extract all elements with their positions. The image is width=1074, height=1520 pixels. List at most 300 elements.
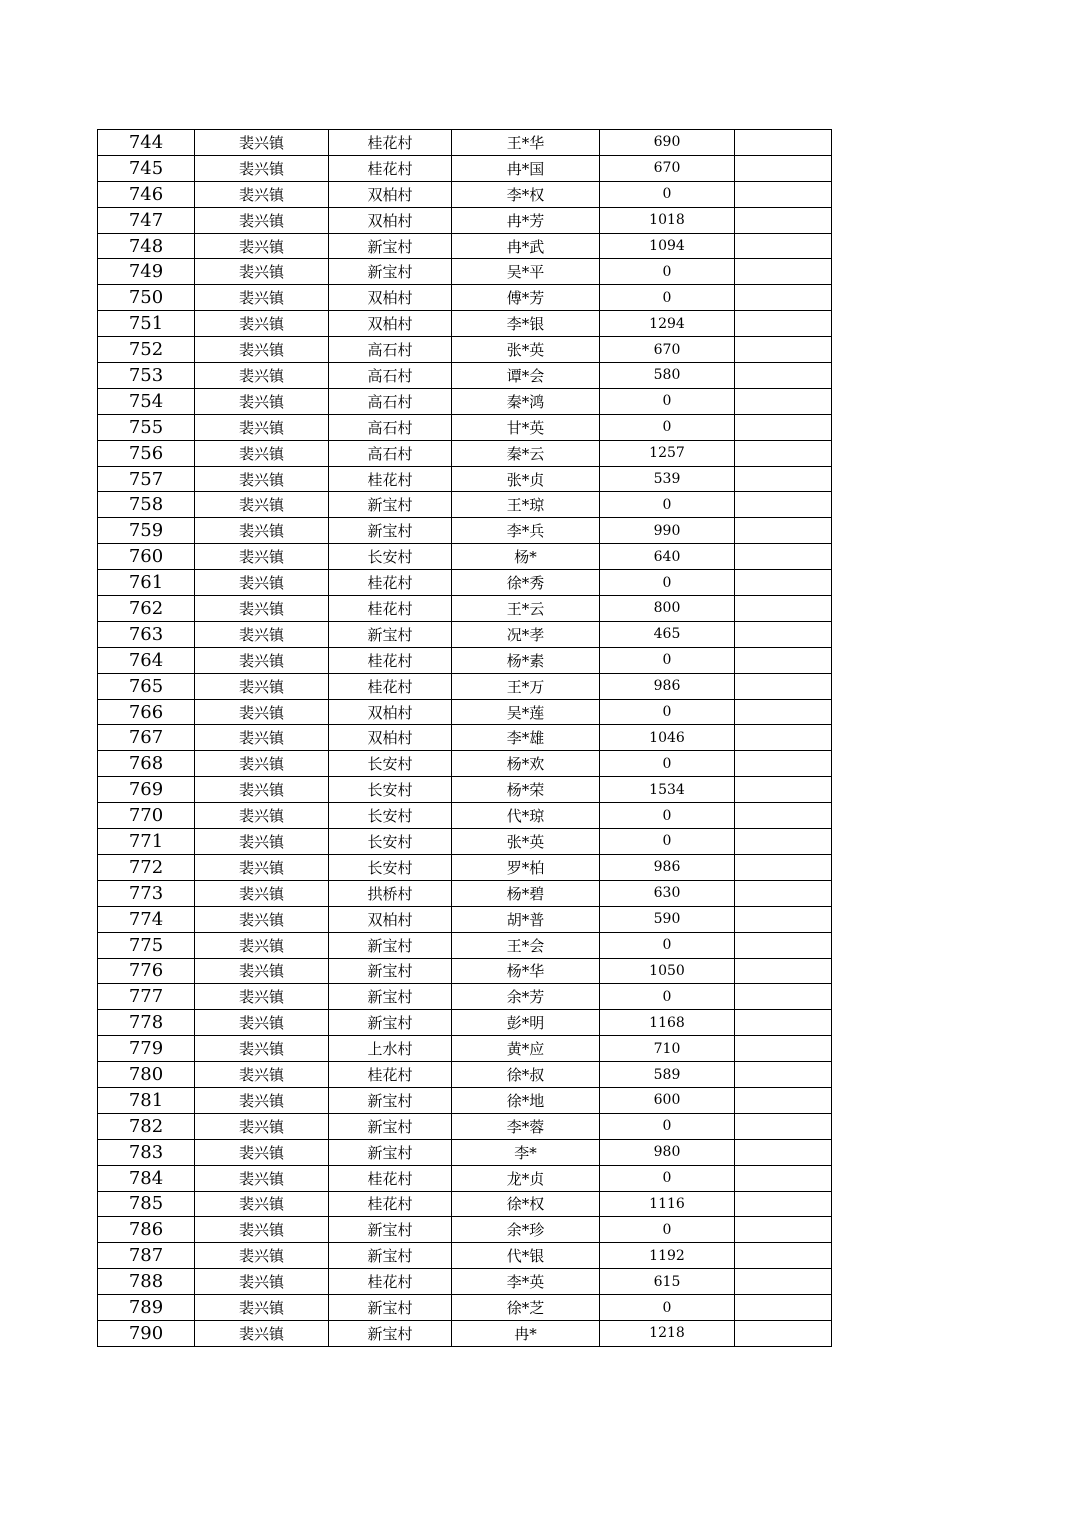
amount-cell: 1192	[600, 1243, 735, 1269]
name-cell: 甘*英	[452, 414, 600, 440]
amount-cell: 1116	[600, 1191, 735, 1217]
note-cell	[735, 130, 832, 156]
town-cell: 裴兴镇	[195, 803, 329, 829]
table-row	[98, 1165, 832, 1191]
village-cell: 高石村	[329, 414, 452, 440]
row-index-cell: 762	[98, 596, 195, 622]
name-cell: 王*琼	[452, 492, 600, 518]
amount-cell: 1534	[600, 777, 735, 803]
table-row	[98, 1320, 832, 1346]
table-row	[98, 1036, 832, 1062]
village-cell: 高石村	[329, 337, 452, 363]
name-cell: 傅*芳	[452, 285, 600, 311]
amount-cell: 640	[600, 544, 735, 570]
town-cell: 裴兴镇	[195, 596, 329, 622]
table-row	[98, 751, 832, 777]
row-index-cell: 776	[98, 958, 195, 984]
name-cell: 冉*	[452, 1320, 600, 1346]
note-cell	[735, 880, 832, 906]
town-cell: 裴兴镇	[195, 518, 329, 544]
name-cell: 彭*明	[452, 1010, 600, 1036]
name-cell: 吴*莲	[452, 699, 600, 725]
note-cell	[735, 725, 832, 751]
amount-cell: 1294	[600, 311, 735, 337]
row-index-cell: 754	[98, 388, 195, 414]
town-cell: 裴兴镇	[195, 207, 329, 233]
name-cell: 张*英	[452, 337, 600, 363]
row-index-cell: 747	[98, 207, 195, 233]
table-row	[98, 363, 832, 389]
amount-cell: 589	[600, 1062, 735, 1088]
note-cell	[735, 751, 832, 777]
note-cell	[735, 466, 832, 492]
note-cell	[735, 1139, 832, 1165]
name-cell: 龙*贞	[452, 1165, 600, 1191]
name-cell: 杨*素	[452, 647, 600, 673]
table-row	[98, 259, 832, 285]
town-cell: 裴兴镇	[195, 570, 329, 596]
table-row	[98, 1269, 832, 1295]
town-cell: 裴兴镇	[195, 1295, 329, 1321]
village-cell: 双柏村	[329, 699, 452, 725]
note-cell	[735, 181, 832, 207]
village-cell: 新宝村	[329, 1295, 452, 1321]
amount-cell: 690	[600, 130, 735, 156]
row-index-cell: 758	[98, 492, 195, 518]
row-index-cell: 780	[98, 1062, 195, 1088]
table-row	[98, 130, 832, 156]
village-cell: 新宝村	[329, 518, 452, 544]
note-cell	[735, 1269, 832, 1295]
village-cell: 桂花村	[329, 596, 452, 622]
note-cell	[735, 492, 832, 518]
village-cell: 新宝村	[329, 1010, 452, 1036]
amount-cell: 580	[600, 363, 735, 389]
row-index-cell: 767	[98, 725, 195, 751]
name-cell: 杨*碧	[452, 880, 600, 906]
amount-cell: 0	[600, 388, 735, 414]
row-index-cell: 746	[98, 181, 195, 207]
village-cell: 长安村	[329, 544, 452, 570]
name-cell: 王*云	[452, 596, 600, 622]
note-cell	[735, 440, 832, 466]
row-index-cell: 772	[98, 854, 195, 880]
table-row	[98, 854, 832, 880]
town-cell: 裴兴镇	[195, 1113, 329, 1139]
row-index-cell: 773	[98, 880, 195, 906]
row-index-cell: 756	[98, 440, 195, 466]
table-row	[98, 984, 832, 1010]
village-cell: 桂花村	[329, 466, 452, 492]
name-cell: 况*孝	[452, 621, 600, 647]
table-row	[98, 207, 832, 233]
town-cell: 裴兴镇	[195, 492, 329, 518]
village-cell: 高石村	[329, 440, 452, 466]
amount-cell: 1218	[600, 1320, 735, 1346]
table-row	[98, 932, 832, 958]
row-index-cell: 788	[98, 1269, 195, 1295]
amount-cell: 1168	[600, 1010, 735, 1036]
note-cell	[735, 596, 832, 622]
village-cell: 新宝村	[329, 958, 452, 984]
note-cell	[735, 518, 832, 544]
note-cell	[735, 777, 832, 803]
table-row	[98, 1062, 832, 1088]
town-cell: 裴兴镇	[195, 1165, 329, 1191]
name-cell: 张*英	[452, 829, 600, 855]
town-cell: 裴兴镇	[195, 854, 329, 880]
town-cell: 裴兴镇	[195, 1139, 329, 1165]
table-row	[98, 958, 832, 984]
town-cell: 裴兴镇	[195, 932, 329, 958]
row-index-cell: 744	[98, 130, 195, 156]
table-row	[98, 544, 832, 570]
village-cell: 桂花村	[329, 673, 452, 699]
village-cell: 长安村	[329, 777, 452, 803]
town-cell: 裴兴镇	[195, 751, 329, 777]
village-cell: 桂花村	[329, 647, 452, 673]
note-cell	[735, 207, 832, 233]
table-row	[98, 906, 832, 932]
village-cell: 长安村	[329, 854, 452, 880]
row-index-cell: 779	[98, 1036, 195, 1062]
note-cell	[735, 259, 832, 285]
name-cell: 秦*鸿	[452, 388, 600, 414]
row-index-cell: 778	[98, 1010, 195, 1036]
town-cell: 裴兴镇	[195, 1243, 329, 1269]
name-cell: 李*权	[452, 181, 600, 207]
row-index-cell: 745	[98, 155, 195, 181]
row-index-cell: 785	[98, 1191, 195, 1217]
row-index-cell: 789	[98, 1295, 195, 1321]
amount-cell: 0	[600, 492, 735, 518]
name-cell: 李*蓉	[452, 1113, 600, 1139]
town-cell: 裴兴镇	[195, 337, 329, 363]
table-row	[98, 699, 832, 725]
amount-cell: 990	[600, 518, 735, 544]
village-cell: 新宝村	[329, 259, 452, 285]
table-row	[98, 388, 832, 414]
amount-cell: 0	[600, 1295, 735, 1321]
name-cell: 李*银	[452, 311, 600, 337]
amount-cell: 0	[600, 570, 735, 596]
name-cell: 代*银	[452, 1243, 600, 1269]
data-table	[97, 129, 832, 1347]
row-index-cell: 787	[98, 1243, 195, 1269]
amount-cell: 0	[600, 414, 735, 440]
amount-cell: 1257	[600, 440, 735, 466]
town-cell: 裴兴镇	[195, 414, 329, 440]
name-cell: 杨*	[452, 544, 600, 570]
town-cell: 裴兴镇	[195, 984, 329, 1010]
town-cell: 裴兴镇	[195, 388, 329, 414]
name-cell: 杨*华	[452, 958, 600, 984]
village-cell: 新宝村	[329, 621, 452, 647]
amount-cell: 980	[600, 1139, 735, 1165]
name-cell: 余*芳	[452, 984, 600, 1010]
note-cell	[735, 1087, 832, 1113]
amount-cell: 590	[600, 906, 735, 932]
amount-cell: 986	[600, 673, 735, 699]
table-row	[98, 337, 832, 363]
village-cell: 上水村	[329, 1036, 452, 1062]
table-row	[98, 725, 832, 751]
table-row	[98, 1295, 832, 1321]
name-cell: 秦*云	[452, 440, 600, 466]
note-cell	[735, 1243, 832, 1269]
row-index-cell: 768	[98, 751, 195, 777]
table-row	[98, 1243, 832, 1269]
amount-cell: 615	[600, 1269, 735, 1295]
town-cell: 裴兴镇	[195, 233, 329, 259]
amount-cell: 0	[600, 647, 735, 673]
village-cell: 新宝村	[329, 492, 452, 518]
row-index-cell: 766	[98, 699, 195, 725]
note-cell	[735, 829, 832, 855]
row-index-cell: 790	[98, 1320, 195, 1346]
note-cell	[735, 1191, 832, 1217]
village-cell: 桂花村	[329, 1062, 452, 1088]
name-cell: 余*珍	[452, 1217, 600, 1243]
amount-cell: 1094	[600, 233, 735, 259]
table-row	[98, 673, 832, 699]
name-cell: 徐*地	[452, 1087, 600, 1113]
amount-cell: 800	[600, 596, 735, 622]
table-row	[98, 285, 832, 311]
village-cell: 桂花村	[329, 1165, 452, 1191]
amount-cell: 1050	[600, 958, 735, 984]
village-cell: 桂花村	[329, 1269, 452, 1295]
amount-cell: 0	[600, 984, 735, 1010]
town-cell: 裴兴镇	[195, 699, 329, 725]
name-cell: 谭*会	[452, 363, 600, 389]
row-index-cell: 764	[98, 647, 195, 673]
amount-cell: 0	[600, 751, 735, 777]
village-cell: 新宝村	[329, 1113, 452, 1139]
town-cell: 裴兴镇	[195, 777, 329, 803]
village-cell: 长安村	[329, 751, 452, 777]
town-cell: 裴兴镇	[195, 621, 329, 647]
name-cell: 李*英	[452, 1269, 600, 1295]
amount-cell: 986	[600, 854, 735, 880]
row-index-cell: 760	[98, 544, 195, 570]
name-cell: 胡*普	[452, 906, 600, 932]
row-index-cell: 755	[98, 414, 195, 440]
name-cell: 张*贞	[452, 466, 600, 492]
table-row	[98, 829, 832, 855]
village-cell: 新宝村	[329, 233, 452, 259]
amount-cell: 1046	[600, 725, 735, 751]
town-cell: 裴兴镇	[195, 1217, 329, 1243]
village-cell: 新宝村	[329, 984, 452, 1010]
note-cell	[735, 311, 832, 337]
note-cell	[735, 1062, 832, 1088]
note-cell	[735, 1113, 832, 1139]
table-row	[98, 1217, 832, 1243]
amount-cell: 465	[600, 621, 735, 647]
note-cell	[735, 647, 832, 673]
town-cell: 裴兴镇	[195, 673, 329, 699]
village-cell: 长安村	[329, 829, 452, 855]
row-index-cell: 775	[98, 932, 195, 958]
village-cell: 长安村	[329, 803, 452, 829]
amount-cell: 0	[600, 829, 735, 855]
table-row	[98, 518, 832, 544]
amount-cell: 0	[600, 285, 735, 311]
amount-cell: 539	[600, 466, 735, 492]
note-cell	[735, 1320, 832, 1346]
village-cell: 双柏村	[329, 906, 452, 932]
village-cell: 新宝村	[329, 1139, 452, 1165]
town-cell: 裴兴镇	[195, 1062, 329, 1088]
town-cell: 裴兴镇	[195, 544, 329, 570]
row-index-cell: 763	[98, 621, 195, 647]
amount-cell: 0	[600, 803, 735, 829]
amount-cell: 670	[600, 337, 735, 363]
village-cell: 新宝村	[329, 1087, 452, 1113]
name-cell: 冉*武	[452, 233, 600, 259]
row-index-cell: 771	[98, 829, 195, 855]
note-cell	[735, 1295, 832, 1321]
note-cell	[735, 621, 832, 647]
town-cell: 裴兴镇	[195, 725, 329, 751]
town-cell: 裴兴镇	[195, 1036, 329, 1062]
village-cell: 桂花村	[329, 1191, 452, 1217]
name-cell: 杨*荣	[452, 777, 600, 803]
table-row	[98, 233, 832, 259]
table-row	[98, 1087, 832, 1113]
name-cell: 冉*国	[452, 155, 600, 181]
town-cell: 裴兴镇	[195, 181, 329, 207]
table-row	[98, 414, 832, 440]
town-cell: 裴兴镇	[195, 829, 329, 855]
name-cell: 王*华	[452, 130, 600, 156]
village-cell: 新宝村	[329, 1320, 452, 1346]
village-cell: 新宝村	[329, 1217, 452, 1243]
village-cell: 桂花村	[329, 130, 452, 156]
note-cell	[735, 673, 832, 699]
table-row	[98, 647, 832, 673]
table-row	[98, 155, 832, 181]
row-index-cell: 769	[98, 777, 195, 803]
name-cell: 代*琼	[452, 803, 600, 829]
note-cell	[735, 1165, 832, 1191]
name-cell: 徐*芝	[452, 1295, 600, 1321]
row-index-cell: 759	[98, 518, 195, 544]
amount-cell: 1018	[600, 207, 735, 233]
amount-cell: 0	[600, 932, 735, 958]
row-index-cell: 753	[98, 363, 195, 389]
row-index-cell: 781	[98, 1087, 195, 1113]
amount-cell: 0	[600, 1113, 735, 1139]
note-cell	[735, 958, 832, 984]
name-cell: 杨*欢	[452, 751, 600, 777]
note-cell	[735, 414, 832, 440]
note-cell	[735, 1217, 832, 1243]
name-cell: 徐*叔	[452, 1062, 600, 1088]
table-row	[98, 570, 832, 596]
name-cell: 王*会	[452, 932, 600, 958]
town-cell: 裴兴镇	[195, 130, 329, 156]
note-cell	[735, 155, 832, 181]
note-cell	[735, 1010, 832, 1036]
town-cell: 裴兴镇	[195, 440, 329, 466]
village-cell: 高石村	[329, 388, 452, 414]
amount-cell: 0	[600, 699, 735, 725]
row-index-cell: 783	[98, 1139, 195, 1165]
row-index-cell: 761	[98, 570, 195, 596]
amount-cell: 0	[600, 1217, 735, 1243]
town-cell: 裴兴镇	[195, 466, 329, 492]
table-body	[98, 130, 832, 1347]
row-index-cell: 784	[98, 1165, 195, 1191]
row-index-cell: 786	[98, 1217, 195, 1243]
table-row	[98, 1191, 832, 1217]
note-cell	[735, 699, 832, 725]
amount-cell: 710	[600, 1036, 735, 1062]
town-cell: 裴兴镇	[195, 1010, 329, 1036]
village-cell: 新宝村	[329, 1243, 452, 1269]
village-cell: 拱桥村	[329, 880, 452, 906]
name-cell: 黄*应	[452, 1036, 600, 1062]
note-cell	[735, 570, 832, 596]
town-cell: 裴兴镇	[195, 958, 329, 984]
village-cell: 双柏村	[329, 181, 452, 207]
amount-cell: 670	[600, 155, 735, 181]
note-cell	[735, 1036, 832, 1062]
note-cell	[735, 285, 832, 311]
row-index-cell: 770	[98, 803, 195, 829]
note-cell	[735, 854, 832, 880]
name-cell: 王*万	[452, 673, 600, 699]
town-cell: 裴兴镇	[195, 880, 329, 906]
table-row	[98, 1010, 832, 1036]
note-cell	[735, 363, 832, 389]
table-row	[98, 492, 832, 518]
town-cell: 裴兴镇	[195, 906, 329, 932]
town-cell: 裴兴镇	[195, 1191, 329, 1217]
amount-cell: 0	[600, 1165, 735, 1191]
name-cell: 吴*平	[452, 259, 600, 285]
village-cell: 桂花村	[329, 155, 452, 181]
table-row	[98, 777, 832, 803]
name-cell: 李*兵	[452, 518, 600, 544]
note-cell	[735, 233, 832, 259]
table-row	[98, 1113, 832, 1139]
village-cell: 双柏村	[329, 725, 452, 751]
note-cell	[735, 803, 832, 829]
village-cell: 新宝村	[329, 932, 452, 958]
note-cell	[735, 906, 832, 932]
town-cell: 裴兴镇	[195, 311, 329, 337]
table-row	[98, 311, 832, 337]
row-index-cell: 777	[98, 984, 195, 1010]
row-index-cell: 752	[98, 337, 195, 363]
row-index-cell: 748	[98, 233, 195, 259]
table-row	[98, 181, 832, 207]
table-row	[98, 621, 832, 647]
name-cell: 罗*柏	[452, 854, 600, 880]
amount-cell: 630	[600, 880, 735, 906]
note-cell	[735, 388, 832, 414]
town-cell: 裴兴镇	[195, 285, 329, 311]
note-cell	[735, 544, 832, 570]
table-row	[98, 596, 832, 622]
table-row	[98, 803, 832, 829]
village-cell: 双柏村	[329, 207, 452, 233]
row-index-cell: 757	[98, 466, 195, 492]
row-index-cell: 782	[98, 1113, 195, 1139]
